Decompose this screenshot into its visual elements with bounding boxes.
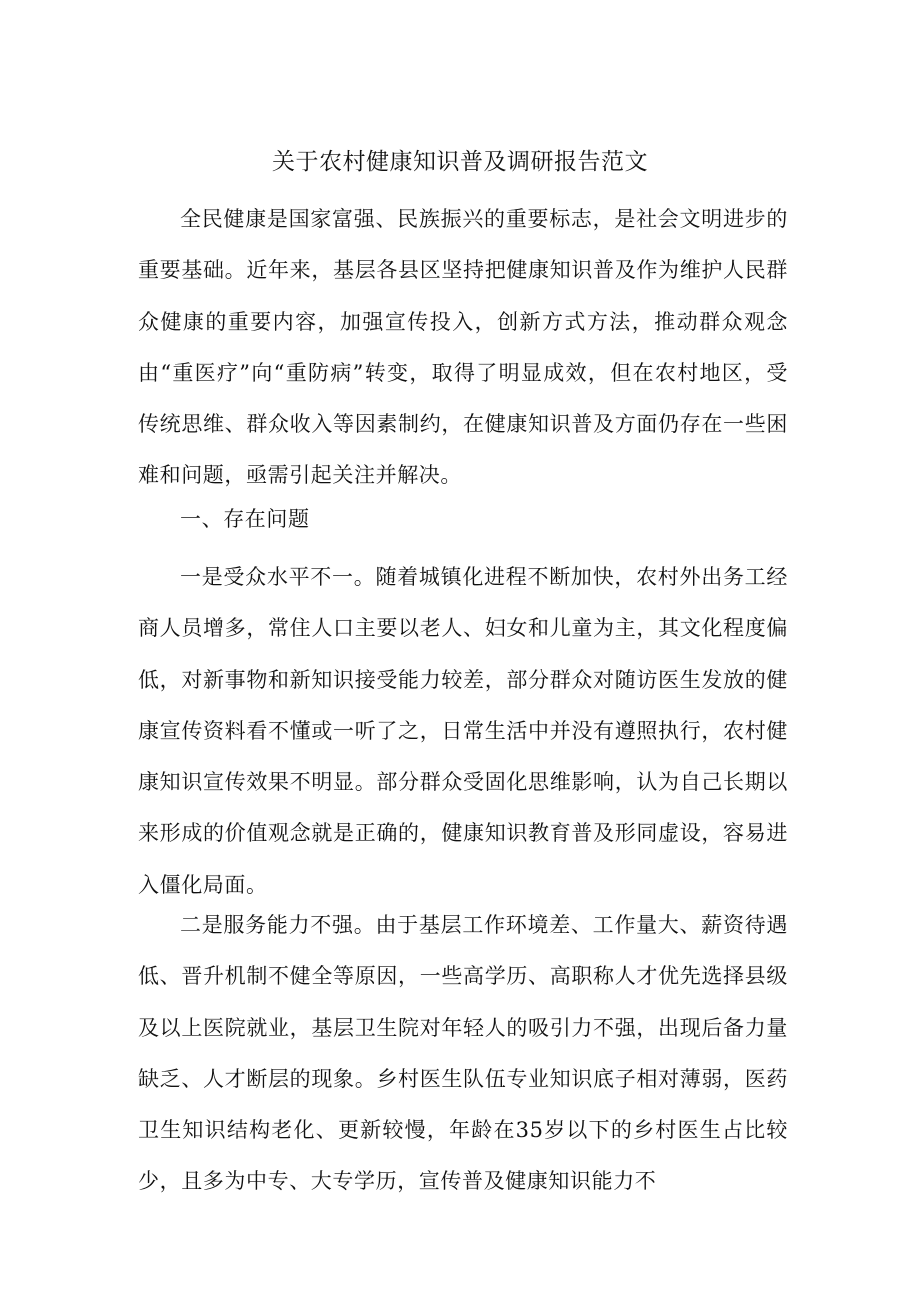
section-heading: 一、存在问题 bbox=[180, 507, 310, 531]
intro-paragraph: 全民健康是国家富强、民族振兴的重要标志，是社会文明进步的重要基础。近年来，基层各县区坚持把健康知识普及作为维护人民群众健康的重要内容，加强宣传投入，创新方式方法，推动群众观念由“重医疗”向“重防病”转变，取得了明显成效，但在农村地区，受传统思维、群众收入等因素制约，在健康知识普及方面仍存在一些困难和问题，亟需引起关注并解决。 bbox=[138, 207, 788, 488]
point-one-paragraph: 一是受众水平不一。随着城镇化进程不断加快，农村外出务工经商人员增多，常住人口主要以老人、妇女和儿童为主，其文化程度偏低，对新事物和新知识接受能力较差，部分群众对随访医生发放的健康宣传资料看不懂或一听了之，日常生活中并没有遵照执行，农村健康知识宣传效果不明显。部分群众受固化思维影响，认为自己长期以来形成的价值观念就是正确的，健康知识教育普及形同虚设，容易进入僵化局面。 bbox=[138, 565, 788, 897]
document-title: 关于农村健康知识普及调研报告范文 bbox=[272, 149, 648, 175]
point-two-paragraph: 二是服务能力不强。由于基层工作环境差、工作量大、薪资待遇低、晋升机制不健全等原因，一些高学历、高职称人才优先选择县级及以上医院就业，基层卫生院对年轻人的吸引力不强，出现后备力量缺乏、人才断层的现象。乡村医生队伍专业知识底子相对薄弱，医药卫生知识结构老化、更新较慢，年龄在35岁以下的乡村医生占比较少，且多为中专、大专学历，宣传普及健康知识能力不 bbox=[138, 913, 788, 1194]
